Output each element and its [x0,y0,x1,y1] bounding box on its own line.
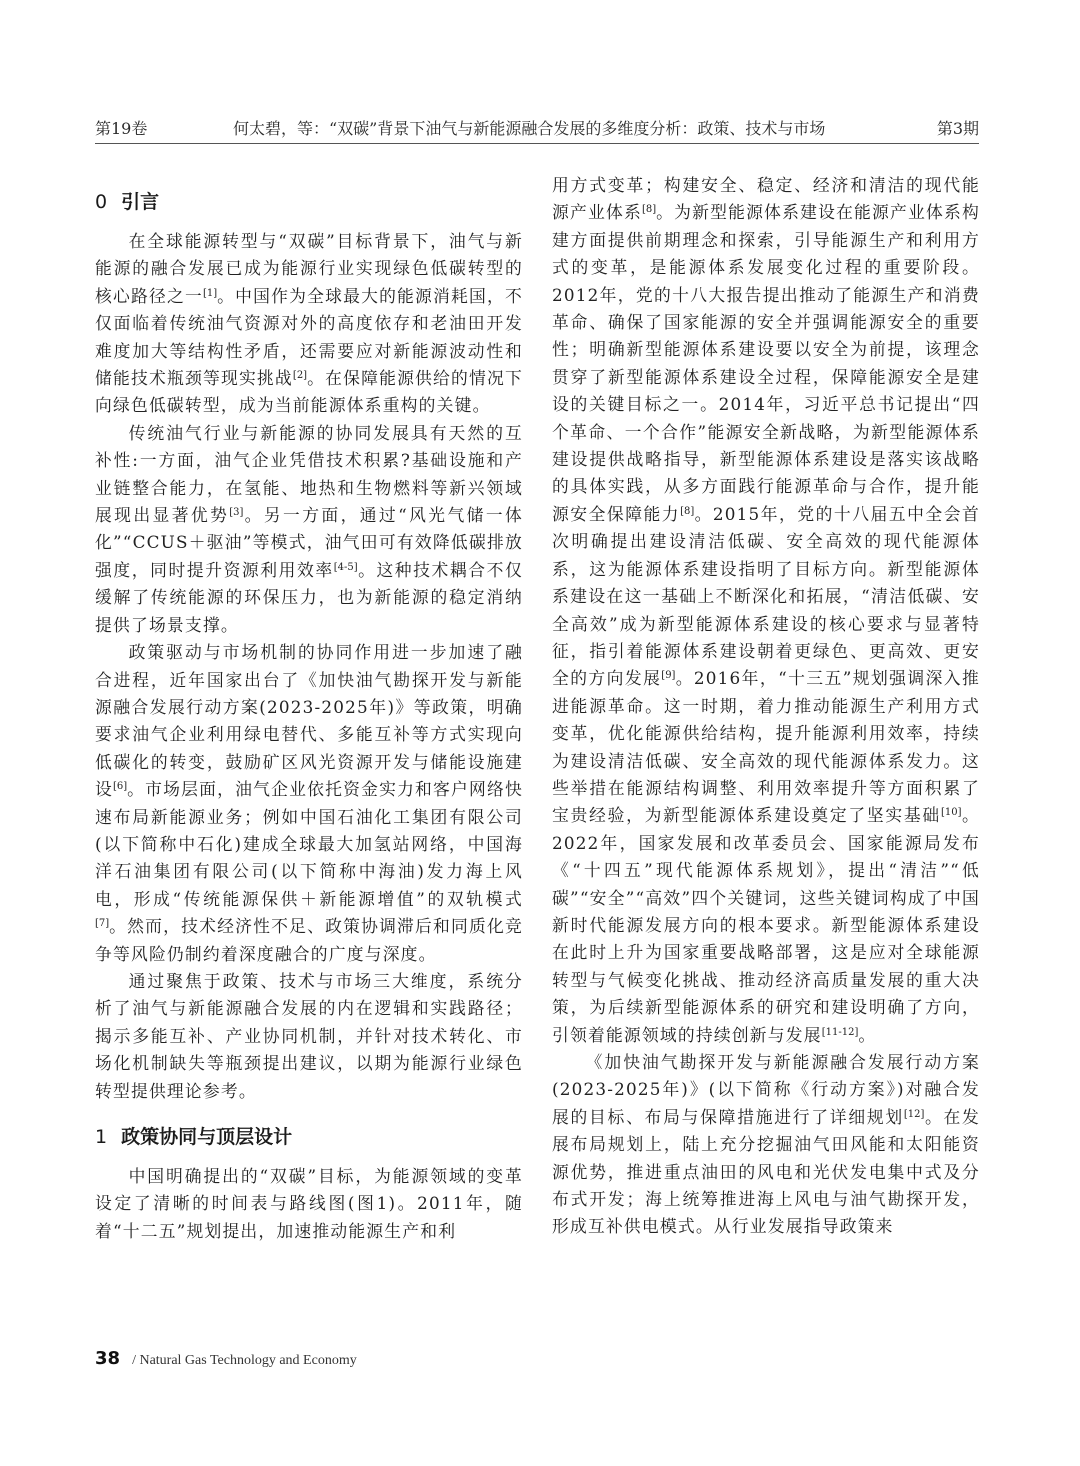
citation[interactable]: [2] [292,370,308,382]
paragraph: 传统油气行业与新能源的协同发展具有天然的互补性:一方面，油气企业凭借技术积累?基础设施和产业链整合能力，在氢能、地热和生物燃料等新兴领域展现出显著优势[3]。另一方面，通过“风光气储一体化”“CCUS＋驱油”等模式，油气田可有效降低碳排放强度，同时提升资源利用效率[4-5]。这种技术耦合不仅缓解了传统能源的环保压力，也为新能源的稳定消纳提供了场景支撑。 [95,422,523,635]
section-title: 政策协同与顶层设计 [121,1126,293,1148]
citation[interactable]: [4-5] [333,561,358,573]
citation[interactable]: [8] [680,505,695,517]
section-heading-policy [95,1119,523,1155]
paragraph: 用方式变革；构建安全、稳定、经济和清洁的现代能源产业体系[8]。为新型能源体系建设在能源产业体系构建方面提供前期理念和探索，引导能源生产和利用方式的变革，是能源体系发展变化过程的重要阶段。2012年，党的十八大报告提出推动了能源生产和消费革命、确保了国家能源的安全并强调能源安全的重要性；明确新型能源体系建设要以安全为前提，该理念贯穿了新型能源体系建设全过程，保障能源安全是建设的关键目标之一。2014年，习近平总书记提出“四个革命、一个合作”能源安全新战略，为新型能源体系建设提供战略指导，新型能源体系建设是落实该战略的具体实践，从多方面践行能源革命与合作，提升能源安全保障能力[8]。2015年，党的十八届五中全会首次明确提出建设清洁低碳、安全高效的现代能源体系，这为能源体系建设指明了目标方向。新型能源体系建设在这一基础上不断深化和拓展，“清洁低碳、安全高效”成为新型能源体系建设的核心要求与显著特征，指引着能源体系建设朝着更绿色、更高效、更安全的方向发展[9]。2016年，“十三五”规划强调深入推进能源革命。这一时期，着力推动能源生产利用方式变革，优化能源供给结构，提升能源利用效率，持续为建设清洁低碳、安全高效的现代能源体系发力。这些举措在能源结构调整、利用效率提升等方面积累了宝贵经验，为新型能源体系建设奠定了坚实基础[10]。2022年，国家发展和改革委员会、国家能源局发布《“十四五”现代能源体系规划》，提出“清洁”“低碳”“安全”“高效”四个关键词，这些关键词构成了中国新时代能源发展方向的根本要求。新型能源体系建设在此时上升为国家重要战略部署，这是应对全球能源转型与气候变化挑战、推动经济高质量发展的重大决策，为后续新型能源体系的研究和建设明确了方向，引领着能源领域的持续创新与发展[11-12]。 [552,175,981,1045]
citation[interactable]: [1] [202,287,218,299]
article-running-title: 何太碧，等：“双碳”背景下油气与新能源融合发展的多维度分析：政策、技术与市场 [233,119,826,138]
citation[interactable]: [3] [229,507,244,519]
citation[interactable]: [8] [641,204,657,216]
citation[interactable]: [12] [903,1108,925,1120]
paragraph: 《加快油气勘探开发与新能源融合发展行动方案(2023-2025年)》(以下简称《行动方案》)对融合发展的目标、布局与保障措施进行了详细规划[12]。在发展布局规划上，陆上充分挖掘油气田风能和太阳能资源优势，推进重点油田的风电和光伏发电集中式及分布式开发；海上统筹推进海上风电与油气勘探开发，形成互补供电模式。从行业发展指导政策来 [552,1052,980,1237]
journal-name: / Natural Gas Technology and Economy [132,1353,357,1368]
paragraph: 通过聚焦于政策、技术与市场三大维度，系统分析了油气与新能源融合发展的内在逻辑和实践路径；揭示多能互补、产业协同机制，并针对技术转化、市场化机制缺失等瓶颈提出建议，以期为能源行业绿色转型提供理论参考。 [95,970,523,1101]
citation[interactable]: [10] [940,807,962,819]
left-column [95,168,523,1245]
section-title: 引言 [121,191,160,213]
section-number: 0 [95,191,108,213]
paragraph: 中国明确提出的“双碳”目标，为能源领域的变革设定了清晰的时间表与路线图(图1)。2011年，随着“十二五”规划提出，加速推动能源生产和利 [95,1166,523,1241]
citation[interactable]: [6] [113,781,128,793]
volume-label: 第19卷 [95,119,148,138]
paragraph: 政策驱动与市场机制的协同作用进一步加速了融合进程，近年国家出台了《加快油气勘探开发与新能源融合发展行动方案(2023-2025年)》等政策，明确要求油气企业利用绿电替代、多能互补等方式实现向低碳化的转变，鼓励矿区风光资源开发与储能设施建设[6]。市场层面，油气企业依托资金实力和客户网络快速布局新能源业务；例如中国石油化工集团有限公司(以下简称中石化)建成全球最大加氢站网络，中国海洋石油集团有限公司(以下简称中海油)发力海上风电，形成“传统能源保供＋新能源增值”的双轨模式[7]。然而，技术经济性不足、政策协调滞后和同质化竞争等风险仍制约着深度融合的广度与深度。 [95,642,524,964]
citation[interactable]: [7] [95,918,110,930]
issue-label: 第3期 [936,119,979,138]
section-number: 1 [95,1126,108,1148]
citation[interactable]: [9] [661,670,676,682]
header-rule [95,143,979,144]
citation[interactable]: [11-12] [821,1026,859,1038]
paragraph: 在全球能源转型与“双碳”目标背景下，油气与新能源的融合发展已成为能源行业实现绿色低碳转型的核心路径之一[1]。中国作为全球最大的能源消耗国，不仅面临着传统油气资源对外的高度依存和老油田开发难度加大等结构性矛盾，还需要应对新能源波动性和储能技术瓶颈等现实挑战[2]。在保障能源供给的情况下向绿色低碳转型，成为当前能源体系重构的关键。 [95,231,524,416]
section-heading-introduction [95,184,523,220]
running-header [95,112,979,142]
page-footer [95,1348,357,1378]
page-number: 38 [95,1348,121,1369]
right-column [552,172,980,1241]
